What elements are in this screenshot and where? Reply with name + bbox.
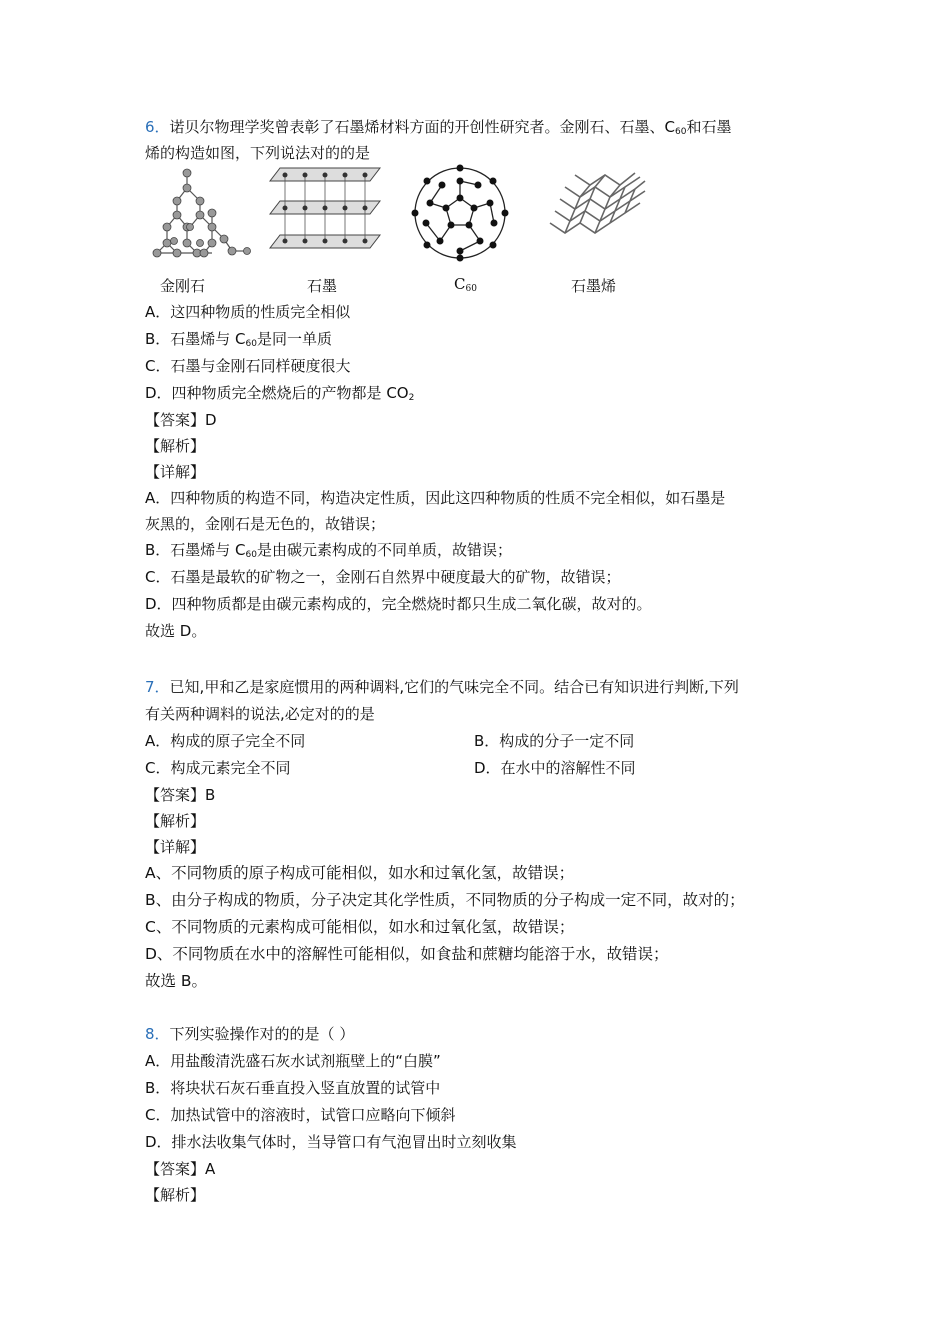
q8-option-c: C．加热试管中的溶液时，试管口应略向下倾斜 (145, 1106, 456, 1124)
q7-detail-heading: 【详解】 (145, 838, 206, 856)
q8-analysis-heading: 【解析】 (145, 1186, 206, 1204)
graphene-structure-figure (545, 163, 650, 243)
c60-label: $C_{60}$ (454, 275, 477, 294)
q6-option-d: D．四种物质完全燃烧后的产物都是 $CO_2$ (145, 384, 415, 403)
q6-stem-line2: 烯的构造如图，下列说法对的的是 (145, 144, 371, 162)
graphene-label: 石墨烯 (571, 277, 617, 295)
q6-option-a: A．这四种物质的性质完全相似 (145, 303, 351, 321)
q6-explanation-a-line2: 灰黑的，金刚石是无色的，故错误； (145, 515, 386, 533)
q6-answer: 【答案】D (145, 411, 217, 429)
q8-option-b: B．将块状石灰石垂直投入竖直放置的试管中 (145, 1079, 441, 1097)
q8-option-d: D．排水法收集气体时，当导管口有气泡冒出时立刻收集 (145, 1133, 517, 1151)
diamond-structure-figure (152, 163, 252, 261)
q7-explanation-d: D、不同物质在水中的溶解性可能相似，如食盐和蔗糖均能溶于水，故错误； (145, 945, 669, 963)
q6-explanation-d: D．四种物质都是由碳元素构成的，完全燃烧时都只生成二氧化碳，故对的。 (145, 595, 652, 613)
q7-option-d: D．在水中的溶解性不同 (474, 759, 636, 777)
q6-option-c: C．石墨与金刚石同样硬度很大 (145, 357, 351, 375)
q6-number: 6． (145, 118, 170, 136)
q7-stem-line1: 7．已知,甲和乙是家庭惯用的两种调料,它们的气味完全不同。结合已有知识进行判断,下列 (145, 678, 739, 696)
q8-option-a: A．用盐酸清洗盛石灰水试剂瓶壁上的“白膜” (145, 1052, 441, 1070)
graphite-label: 石墨 (307, 277, 338, 295)
q7-explanation-b: B、由分子构成的物质，分子决定其化学性质，不同物质的分子构成一定不同，故对的； (145, 891, 745, 909)
diamond-label: 金刚石 (160, 277, 206, 295)
q6-explanation-b: B．石墨烯与 $C_{60}$是由碳元素构成的不同单质，故错误； (145, 541, 513, 560)
q6-conclusion: 故选 D。 (145, 622, 207, 640)
q7-analysis-heading: 【解析】 (145, 812, 206, 830)
q6-analysis-heading: 【解析】 (145, 437, 206, 455)
q7-explanation-a: A、不同物质的原子构成可能相似，如水和过氧化氢，故错误； (145, 864, 575, 882)
q8-stem: 8．下列实验操作对的的是（ ） (145, 1025, 355, 1043)
q7-option-c: C．构成元素完全不同 (145, 759, 291, 777)
c60-structure-figure (408, 163, 512, 263)
q7-option-a: A．构成的原子完全不同 (145, 732, 306, 750)
q6-option-b: B．石墨烯与 $C_{60}$是同一单质 (145, 330, 333, 349)
q6-detail-heading: 【详解】 (145, 463, 206, 481)
q8-number: 8． (145, 1025, 170, 1043)
q7-explanation-c: C、不同物质的元素构成可能相似，如水和过氧化氢，故错误； (145, 918, 575, 936)
q7-number: 7． (145, 678, 170, 696)
q6-stem-line1: 6．诺贝尔物理学奖曾表彰了石墨烯材料方面的开创性研究者。金刚石、石墨、$C_{60}$和石墨 (145, 118, 732, 137)
graphite-structure-figure (265, 163, 383, 261)
q6-explanation-a-line1: A．四种物质的构造不同，构造决定性质，因此这四种物质的性质不完全相似，如石墨是 (145, 489, 726, 507)
q7-answer: 【答案】B (145, 786, 216, 804)
q8-answer: 【答案】A (145, 1160, 216, 1178)
q6-explanation-c: C．石墨是最软的矿物之一，金刚石自然界中硬度最大的矿物，故错误； (145, 568, 621, 586)
q7-option-b: B．构成的分子一定不同 (474, 732, 635, 750)
q7-conclusion: 故选 B。 (145, 972, 208, 990)
q7-stem-line2: 有关两种调料的说法,必定对的的是 (145, 705, 375, 723)
